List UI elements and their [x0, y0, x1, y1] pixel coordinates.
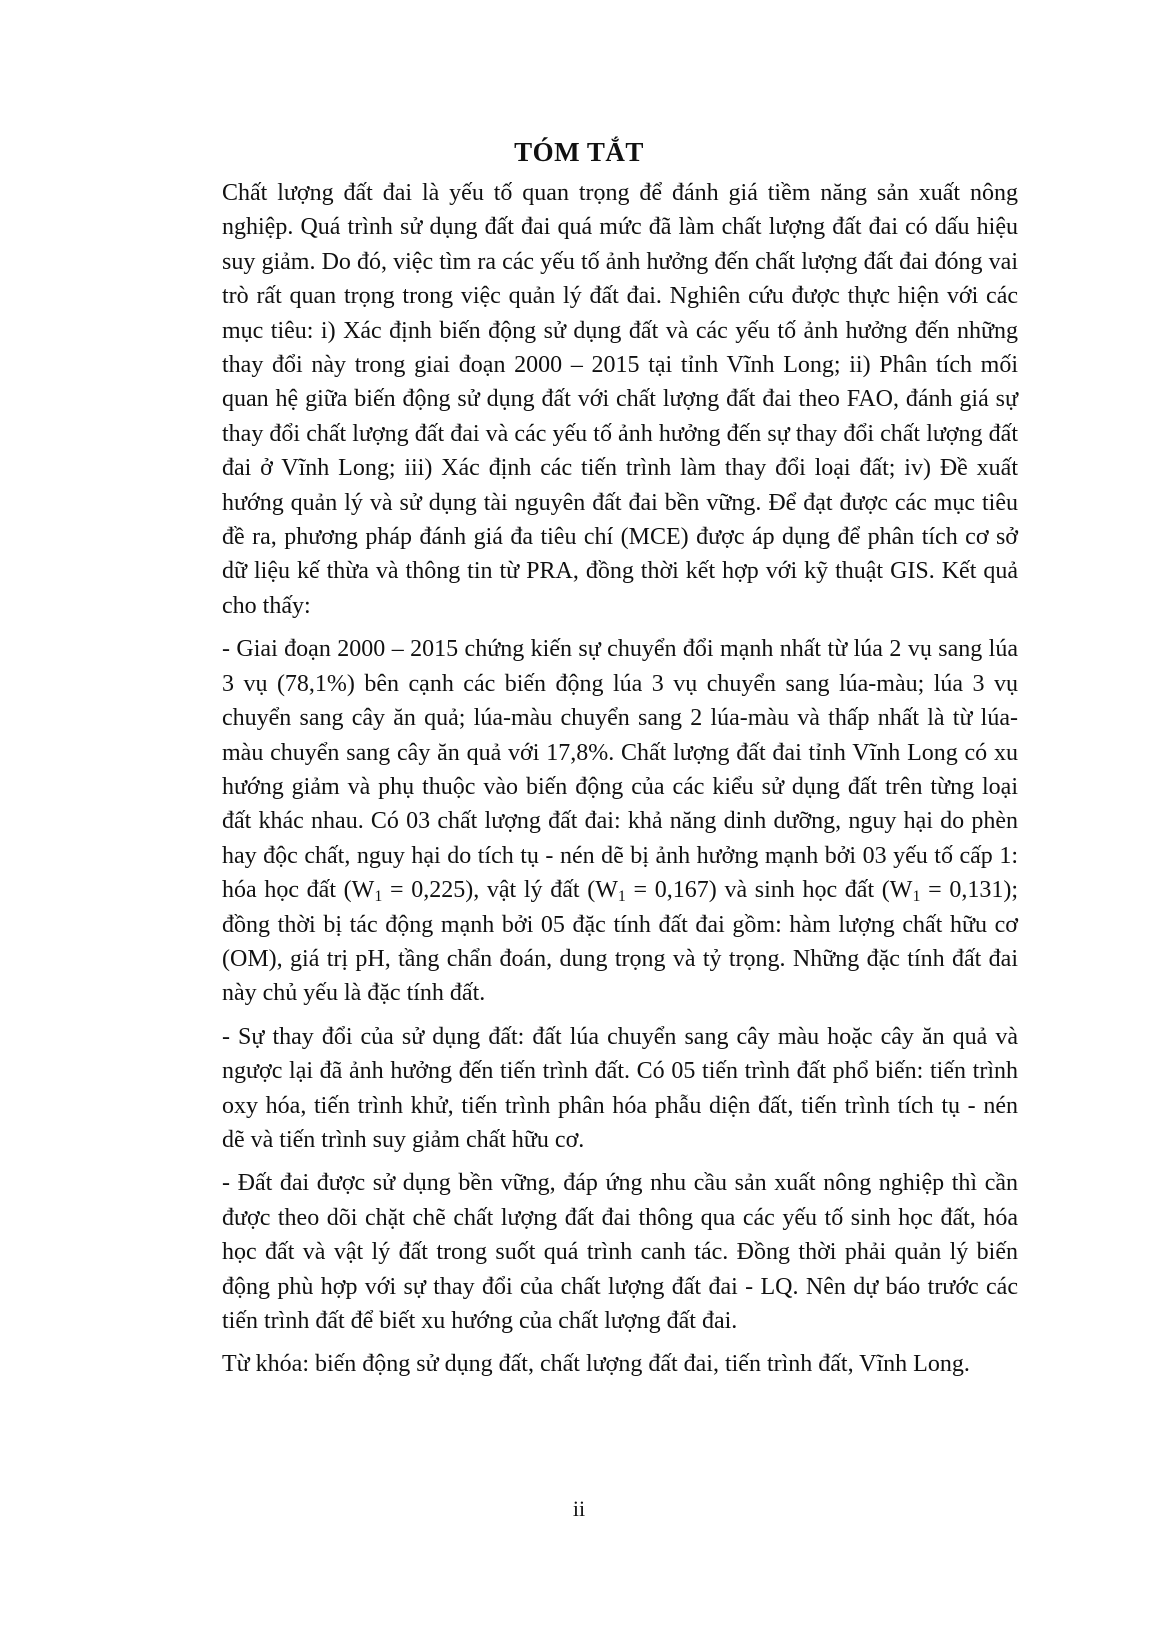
paragraph-results-2: - Sự thay đổi của sử dụng đất: đất lúa chuyển sang cây màu hoặc cây ăn quả và ngược lại đã ảnh hưởng đến tiến trình đất. Có 05 tiến trình đất phổ biến: tiến trình oxy hóa, tiến trình khử, tiến trình phân hóa phẫu diện đất, tiến trình tích tụ - nén dẽ và tiến trình suy giảm chất hữu cơ. — [222, 1023, 1018, 1153]
paragraph-results-1 — [222, 632, 1018, 1010]
paragraph-results-1-part4: = 0,131); đồng thời bị tác động mạnh bởi 05 đặc tính đất đai gồm: hàm lượng chất hữu cơ (OM), giá trị pH, tầng chẩn đoán, dung trọng và tỷ trọng. Những đặc tính đất đai này chủ yếu là đặc tính đất. — [222, 877, 1018, 1007]
paragraph-intro: Chất lượng đất đai là yếu tố quan trọng để đánh giá tiềm năng sản xuất nông nghiệp. Quá trình sử dụng đất đai quá mức đã làm chất lượng đất đai có dấu hiệu suy giảm. Do đó, việc tìm ra các yếu tố ảnh hưởng đến chất lượng đất đai đóng vai trò rất quan trọng trong việc quản lý đất đai. Nghiên cứu được thực hiện với các mục tiêu: i) Xác định biến động sử dụng đất và các yếu tố ảnh hưởng đến những thay đổi này trong giai đoạn 2000 – 2015 tại tỉnh Vĩnh Long; ii) Phân tích mối quan hệ giữa biến động sử dụng đất với chất lượng đất đai theo FAO, đánh giá sự thay đổi chất lượng đất đai và các yếu tố ảnh hưởng đến sự thay đổi chất lượng đất đai ở Vĩnh Long; iii) Xác định các tiến trình làm thay đổi loại đất; iv) Đề xuất hướng quản lý và sử dụng tài nguyên đất đai bền vững. Để đạt được các mục tiêu đề ra, phương pháp đánh giá đa tiêu chí (MCE) được áp dụng để phân tích cơ sở dữ liệu kế thừa và thông tin từ PRA, đồng thời kết hợp với kỹ thuật GIS. Kết quả cho thấy: — [222, 180, 1018, 619]
keywords-line: Từ khóa: biến động sử dụng đất, chất lượng đất đai, tiến trình đất, Vĩnh Long. — [222, 1351, 970, 1378]
paragraph-results-1-part2: = 0,225), vật lý đất (W — [382, 877, 618, 904]
paragraph-results-1-part1: - Giai đoạn 2000 – 2015 chứng kiến sự chuyển đổi mạnh nhất từ lúa 2 vụ sang lúa 3 vụ (78,1%) bên cạnh các biến động lúa 3 vụ chuyển sang lúa-màu; lúa 3 vụ chuyển sang cây ăn quả; lúa-màu chuyển sang 2 lúa-màu và thấp nhất là từ lúa-màu chuyển sang cây ăn quả với 17,8%. Chất lượng đất đai tỉnh Vĩnh Long có xu hướng giảm và phụ thuộc vào biến động của các kiểu sử dụng đất trên từng loại đất khác nhau. Có 03 chất lượng đất đai: khả năng dinh dưỡng, nguy hại do phèn hay độc chất, nguy hại do tích tụ - nén dẽ bị ảnh hưởng mạnh bởi 03 yếu tố cấp 1: hóa học đất (W — [222, 636, 1018, 904]
page-title: TÓM TẮT — [514, 137, 644, 167]
subscript-2: 1 — [617, 888, 626, 906]
paragraph-results-3: - Đất đai được sử dụng bền vững, đáp ứng nhu cầu sản xuất nông nghiệp thì cần được theo dõi chặt chẽ chất lượng đất đai thông qua các yếu tố sinh học đất, hóa học đất và vật lý đất trong suốt quá trình canh tác. Đồng thời phải quản lý biến động phù hợp với sự thay đổi của chất lượng đất đai - LQ. Nên dự báo trước các tiến trình đất để biết xu hướng của chất lượng đất đai. — [222, 1170, 1018, 1334]
subscript-1: 1 — [374, 888, 383, 906]
subscript-3: 1 — [912, 888, 921, 906]
abstract-body — [222, 176, 1018, 1391]
paragraph-results-1-part3: = 0,167) và sinh học đất (W — [625, 877, 913, 904]
page-number: ii — [572, 1496, 586, 1521]
